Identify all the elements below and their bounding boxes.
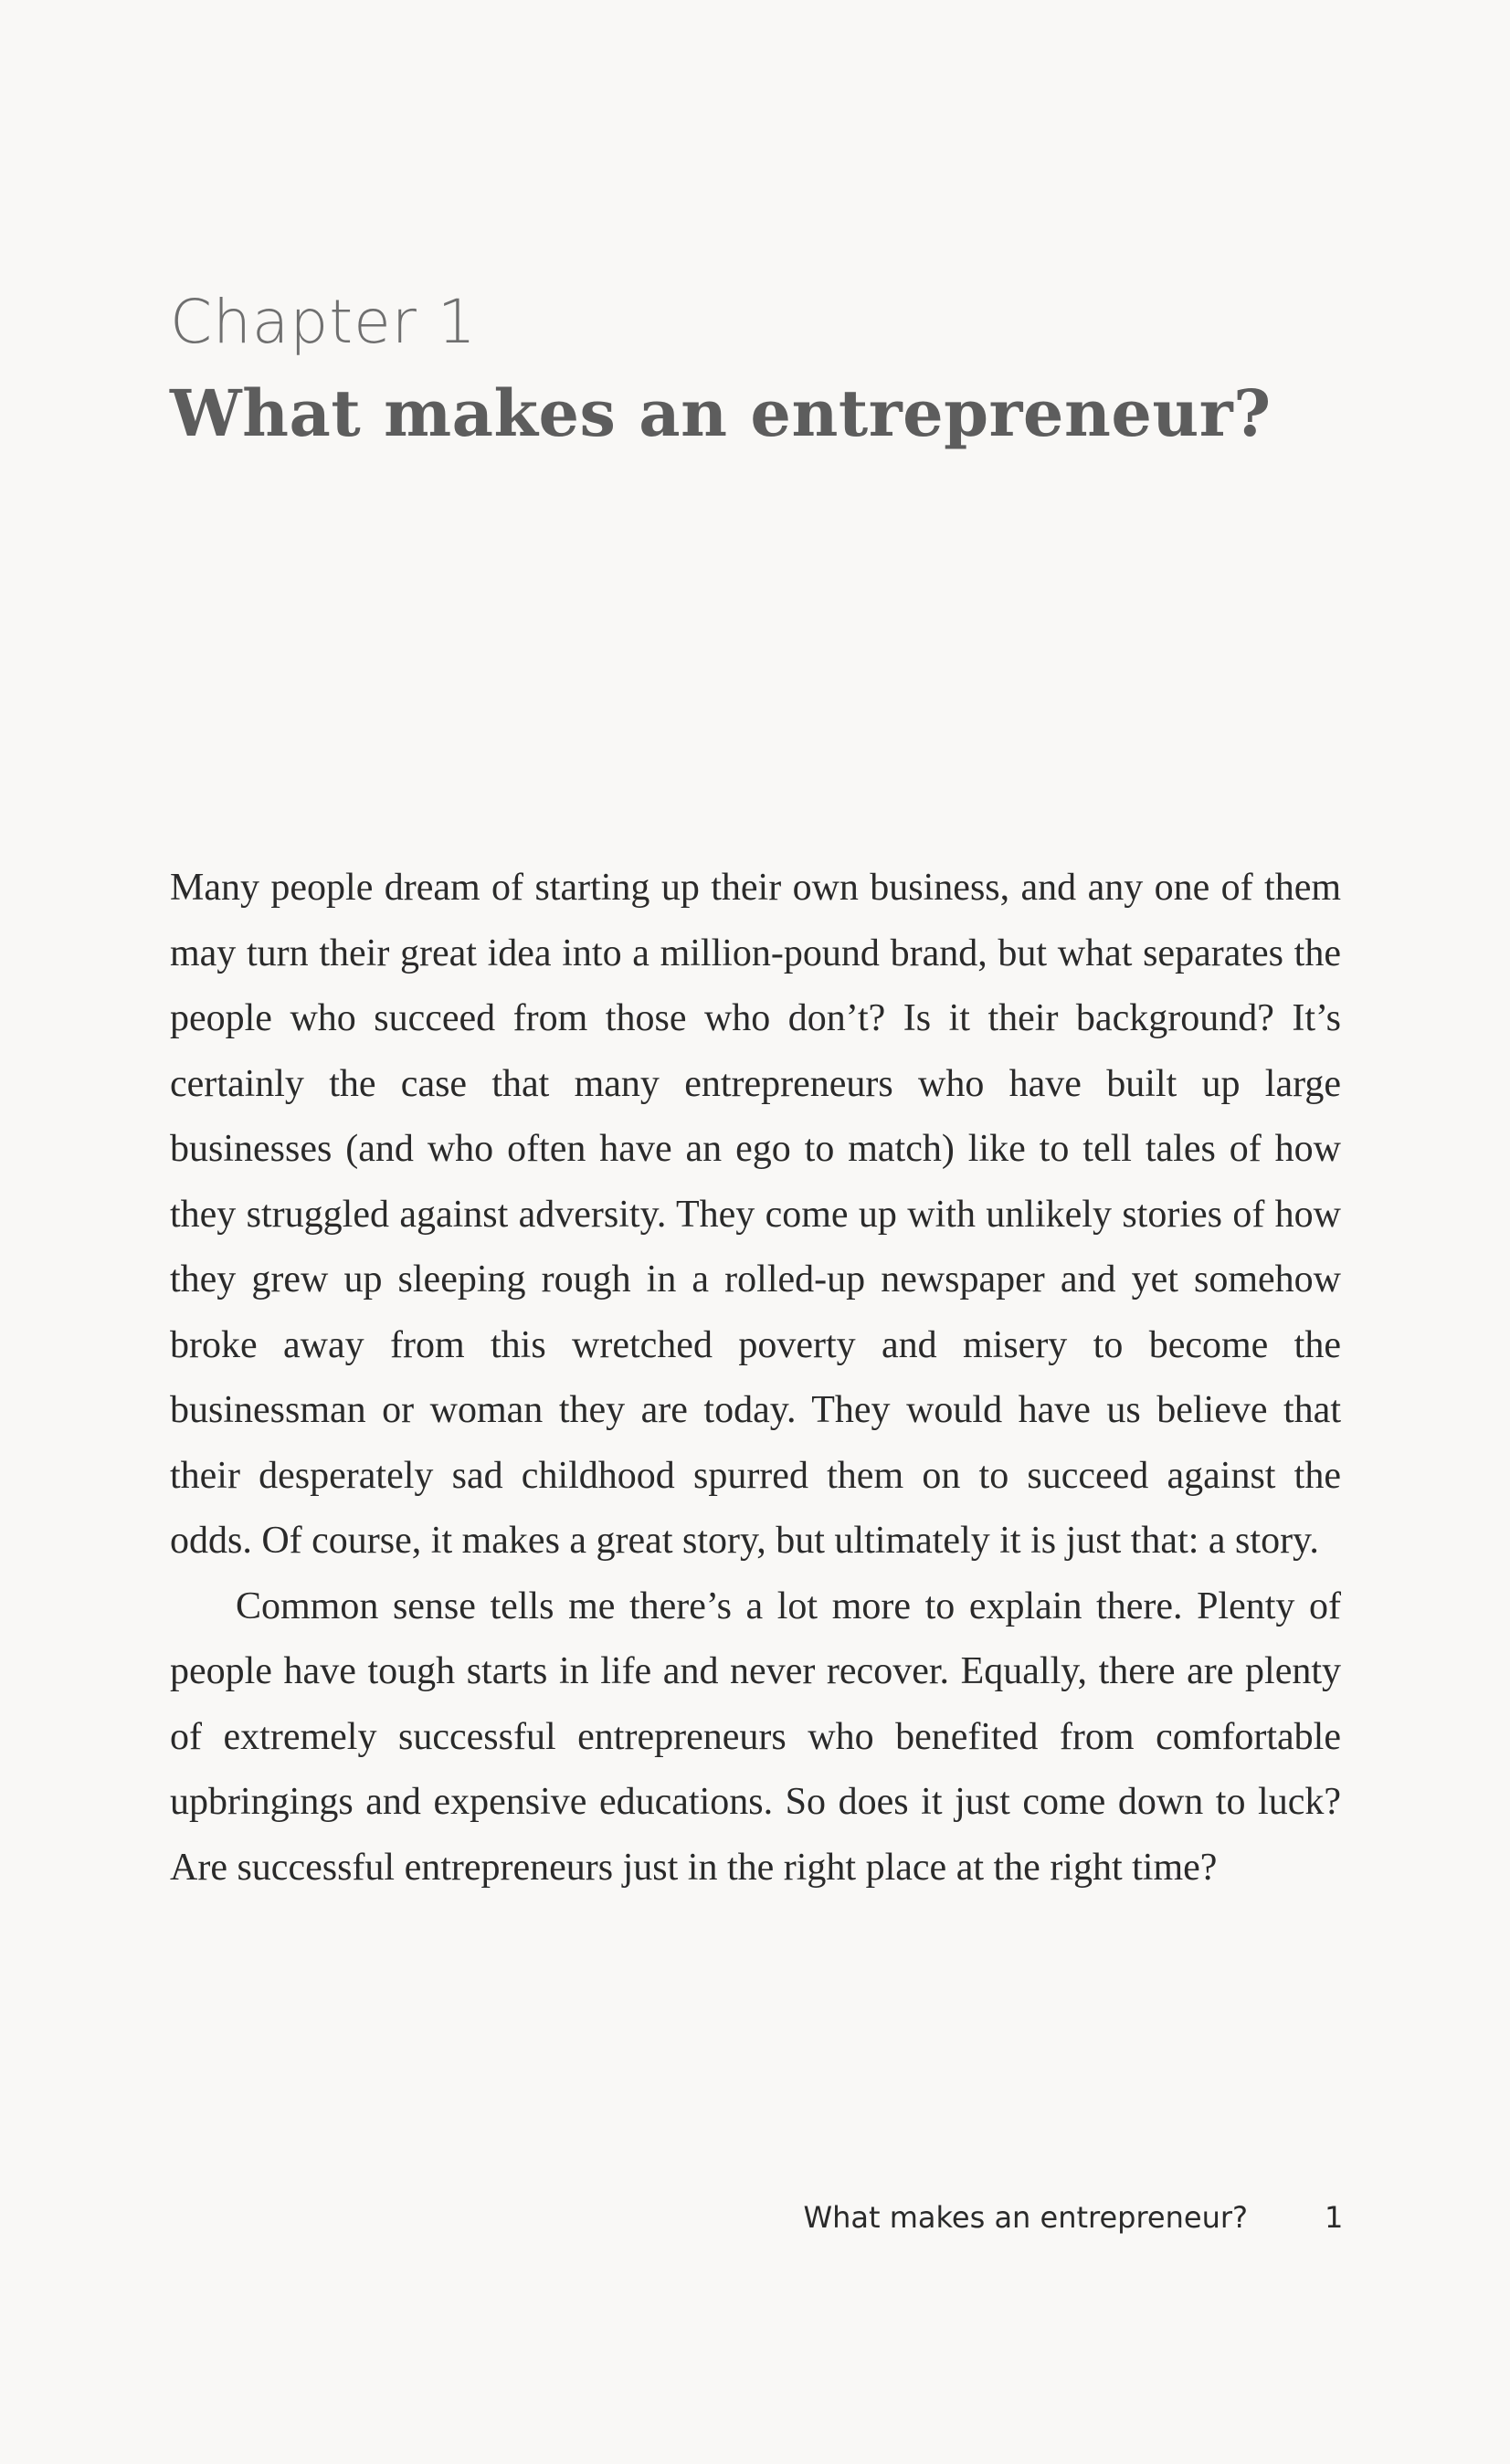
paragraph-1: Many people dream of starting up their own business, and any one of them may turn their great idea into a million-pound brand, but what separates the people who succeed from those who don’t? Is it their background? It’s certainly the case that many entrepreneurs who have built up large businesses (and who often have an ego to match) like to tell tales of how they struggled against adversity. They come up with unlikely stories of how they grew up sleeping rough in a rolled-up newspaper and yet somehow broke away from this wretched poverty and misery to become the businessman or woman they are today. They would have us believe that their desperately sad childhood spurred them on to succeed against the odds. Of course, it makes a great story, but ultimately it is just that: a story.: [170, 867, 1341, 1562]
body-text: [170, 856, 1341, 1901]
page-number: 1: [1325, 2200, 1344, 2235]
chapter-title: What makes an entrepreneur?: [170, 375, 1272, 451]
running-footer-title: What makes an entrepreneur?: [803, 2200, 1248, 2235]
chapter-label: Chapter 1: [170, 287, 477, 357]
paragraph-2: Common sense tells me there’s a lot more to explain there. Plenty of people have tough starts in life and never recover. Equally, there are plenty of extremely successful entrepreneurs who benefited from comfortable upbringings and expensive educations. So does it just come down to luck? Are successful entrepreneurs just in the right place at the right time?: [170, 1585, 1341, 1889]
